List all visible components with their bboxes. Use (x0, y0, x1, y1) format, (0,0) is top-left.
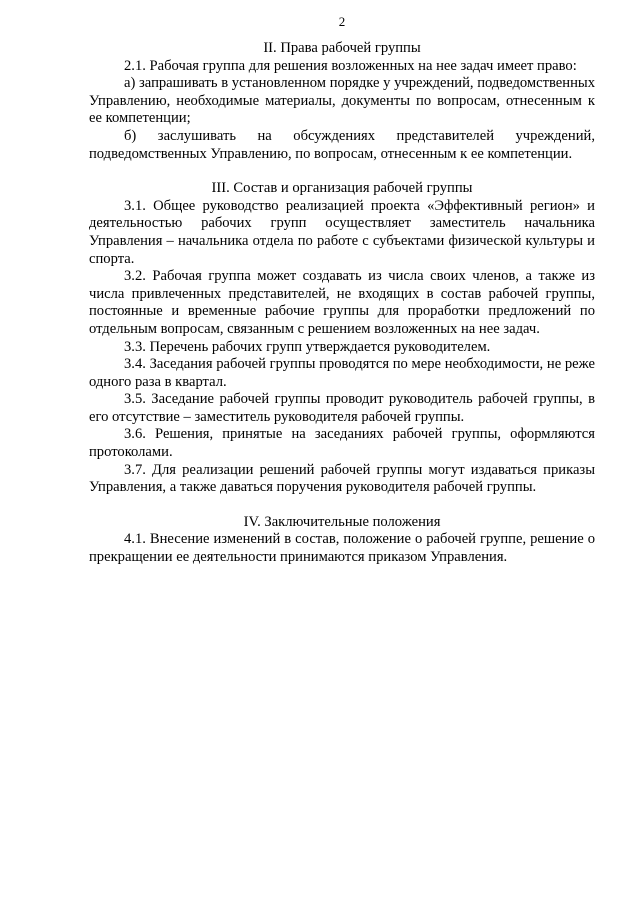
section-rights (89, 40, 595, 163)
paragraph-3-4: 3.4. Заседания рабочей группы проводятся по мере необходимости, не реже одного раза в квартал. (89, 356, 595, 390)
paragraph-3-5: 3.5. Заседание рабочей группы проводит руководитель рабочей группы, в его отсутствие – заместитель руководителя рабочей группы. (89, 391, 595, 425)
paragraph-3-6: 3.6. Решения, принятые на заседаниях рабочей группы, оформляются протоколами. (89, 426, 595, 461)
section-heading-composition: III. Состав и организация рабочей группы (211, 180, 473, 197)
page-number: 2 (338, 14, 346, 29)
section-spacer (89, 497, 595, 514)
section-spacer (89, 163, 595, 180)
section-heading-final-provisions: IV. Заключительные положения (243, 513, 441, 530)
document-page (89, 14, 595, 567)
paragraph-3-2: 3.2. Рабочая группа может создавать из числа своих членов, а также из числа привлеченных представителей, не входящих в состав рабочей группы, постоянные и временные рабочие группы для проработки предложений по отдельным вопросам, связанным с решением возложенных на нее задач. (89, 268, 595, 337)
paragraph-2-1-a: а) запрашивать в установленном порядке у учреждений, подведомственных Управлению, необходимые материалы, документы по вопросам, отнесенным к ее компетенции; (89, 75, 595, 127)
paragraph-3-1: 3.1. Общее руководство реализацией проекта «Эффективный регион» и деятельностью рабочих групп осуществляет заместитель начальника Управления – начальника отдела по работе с субъектами физической культуры и спорта. (89, 197, 595, 267)
paragraph-4-1: 4.1. Внесение изменений в состав, положение о рабочей группе, решение о прекращении ее деятельности принимаются приказом Управления. (89, 531, 595, 566)
section-composition (89, 180, 595, 497)
paragraph-3-7: 3.7. Для реализации решений рабочей группы могут издаваться приказы Управления, а также даваться поручения руководителя рабочей группы. (89, 461, 595, 496)
paragraph-2-1-b: б) заслушивать на обсуждениях представителей учреждений, подведомственных Управлению, по вопросам, отнесенным к ее компетенции. (89, 127, 595, 162)
paragraph-3-3: 3.3. Перечень рабочих групп утверждается руководителем. (124, 338, 491, 355)
paragraph-2-1: 2.1. Рабочая группа для решения возложенных на нее задач имеет право: (124, 57, 577, 74)
section-final-provisions (89, 514, 595, 567)
section-heading-rights: II. Права рабочей группы (263, 40, 421, 56)
